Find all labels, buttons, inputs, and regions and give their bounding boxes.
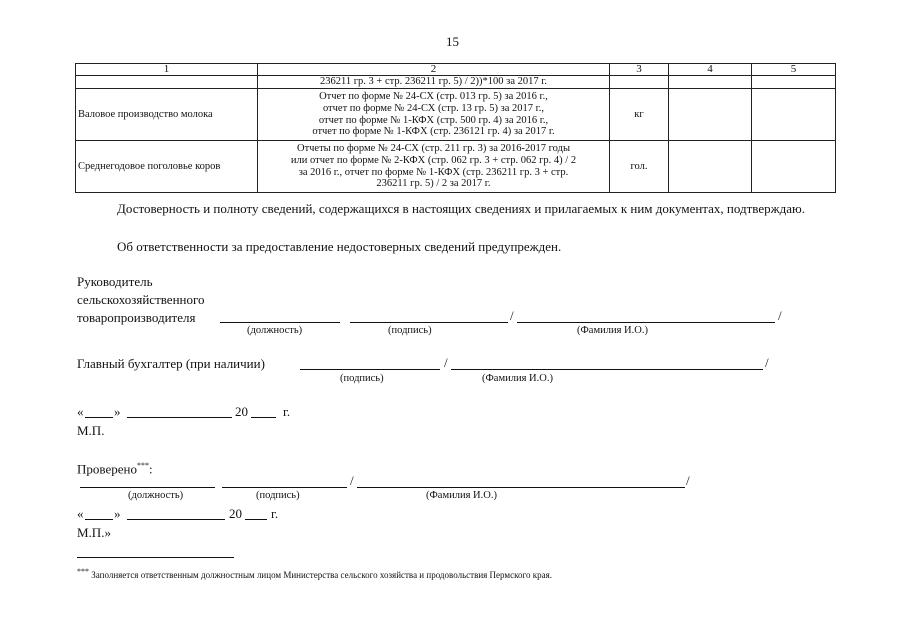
table-row <box>76 76 836 89</box>
source-line: за 2016 г., отчет по форме № 1-КФХ (стр. 236211 гр. 3 + стр. <box>298 166 569 178</box>
unit-cell <box>610 76 669 89</box>
stamp-label: М.П. <box>77 423 105 438</box>
checked-name-caption: (Фамилия И.О.) <box>426 490 497 501</box>
head-slash: / <box>510 308 514 323</box>
accountant-signature-line <box>300 369 440 370</box>
date-close-quote: » <box>114 404 121 419</box>
date-year-prefix: 20 <box>229 506 242 521</box>
date-month-line <box>127 417 232 418</box>
accountant-slash: / <box>444 355 448 370</box>
checked-slash: / <box>350 473 354 488</box>
date-day-line <box>85 519 113 520</box>
value-cell <box>669 141 752 193</box>
indicator-cell <box>76 76 258 89</box>
header-cell: 3 <box>610 64 669 76</box>
date-open-quote: « <box>77 404 84 419</box>
unit-cell: гол. <box>610 141 669 193</box>
value-cell <box>669 76 752 89</box>
checked-signature-caption: (подпись) <box>256 490 300 501</box>
unit-cell: кг <box>610 89 669 141</box>
source-line: отчет по форме № 24-СХ (стр. 13 гр. 5) за 2017 г., <box>322 102 545 114</box>
source-cell <box>258 76 610 89</box>
source-line: отчет по форме № 1-КФХ (стр. 500 гр. 4) за 2016 г., <box>318 114 549 126</box>
checked-slash: / <box>686 473 690 488</box>
header-cell: 4 <box>669 64 752 76</box>
page-number: 15 <box>446 34 459 49</box>
head-label-line: товаропроизводителя <box>77 310 196 325</box>
source-line: Отчет по форме № 24-СХ (стр. 013 гр. 5) за 2016 г., <box>319 91 548 103</box>
date-year-suffix: г. <box>271 506 279 521</box>
source-line: или отчет по форме № 2-КФХ (стр. 062 гр. 3 + стр. 062 гр. 4) / 2 <box>290 154 577 166</box>
head-label-line: Руководитель <box>77 274 153 289</box>
head-label-line: сельскохозяйственного <box>77 292 205 307</box>
responsibility-paragraph: Об ответственности за предоставление недостоверных сведений предупрежден. <box>117 239 562 254</box>
checked-label <box>77 458 153 477</box>
checked-signature-line <box>222 487 347 488</box>
head-name-caption: (Фамилия И.О.) <box>577 325 648 336</box>
footnote-separator <box>77 557 234 558</box>
source-line: Отчеты по форме № 24-СХ (стр. 211 гр. 3) за 2016-2017 годы <box>296 143 570 155</box>
indicators-table <box>75 63 836 193</box>
accountant-signature-caption: (подпись) <box>340 373 384 384</box>
date-day-line <box>85 417 113 418</box>
table-row <box>76 141 836 193</box>
confirmation-paragraph: Достоверность и полноту сведений, содержащихся в настоящих сведениях и прилагаемых к ним документах, подтверждаю. <box>117 201 805 216</box>
table-row <box>76 89 836 141</box>
source-line: отчет по форме № 1-КФХ (стр. 236121 гр. 4) за 2017 г. <box>312 126 555 138</box>
checked-name-line <box>357 487 685 488</box>
indicator-cell: Среднегодовое поголовье коров <box>76 141 258 193</box>
value-cell <box>752 89 836 141</box>
accountant-slash: / <box>765 355 769 370</box>
date-year-line <box>251 417 276 418</box>
footnote-marker: *** <box>77 567 89 576</box>
source-cell <box>258 89 610 141</box>
source-line: 236211 гр. 5) / 2 за 2017 г. <box>376 178 491 190</box>
date-year-prefix: 20 <box>235 404 248 419</box>
head-position-line <box>220 322 340 323</box>
date-year-suffix: г. <box>283 404 291 419</box>
header-cell: 1 <box>76 64 258 76</box>
accountant-name-caption: (Фамилия И.О.) <box>482 373 553 384</box>
accountant-name-line <box>451 369 763 370</box>
source-cell <box>258 141 610 193</box>
stamp-label: М.П.» <box>77 525 111 540</box>
value-cell <box>669 89 752 141</box>
date-close-quote: » <box>114 506 121 521</box>
header-cell: 2 <box>258 64 610 76</box>
accountant-label: Главный бухгалтер (при наличии) <box>77 356 265 371</box>
value-cell <box>752 141 836 193</box>
footnote-marker: *** <box>136 461 149 470</box>
checked-colon: : <box>148 461 153 477</box>
footnote-text: Заполняется ответственным должностным лицом Министерства сельского хозяйства и продовольствия Пермского края. <box>91 570 552 580</box>
head-slash: / <box>778 308 782 323</box>
footnote <box>77 566 552 581</box>
header-cell: 5 <box>752 64 836 76</box>
head-signature-line <box>350 322 508 323</box>
date-month-line <box>127 519 225 520</box>
indicator-cell: Валовое производство молока <box>76 89 258 141</box>
source-line: 236211 гр. 3 + стр. 236211 гр. 5) / 2))*100 за 2017 г. <box>320 76 547 88</box>
checked-position-line <box>80 487 215 488</box>
checked-text: Проверено <box>77 461 137 477</box>
table-header-row <box>76 64 836 76</box>
value-cell <box>752 76 836 89</box>
head-name-line <box>517 322 775 323</box>
head-signature-caption: (подпись) <box>388 325 432 336</box>
head-position-caption: (должность) <box>247 325 303 336</box>
checked-position-caption: (должность) <box>128 490 184 501</box>
date-open-quote: « <box>77 506 84 521</box>
date-year-line <box>245 519 267 520</box>
